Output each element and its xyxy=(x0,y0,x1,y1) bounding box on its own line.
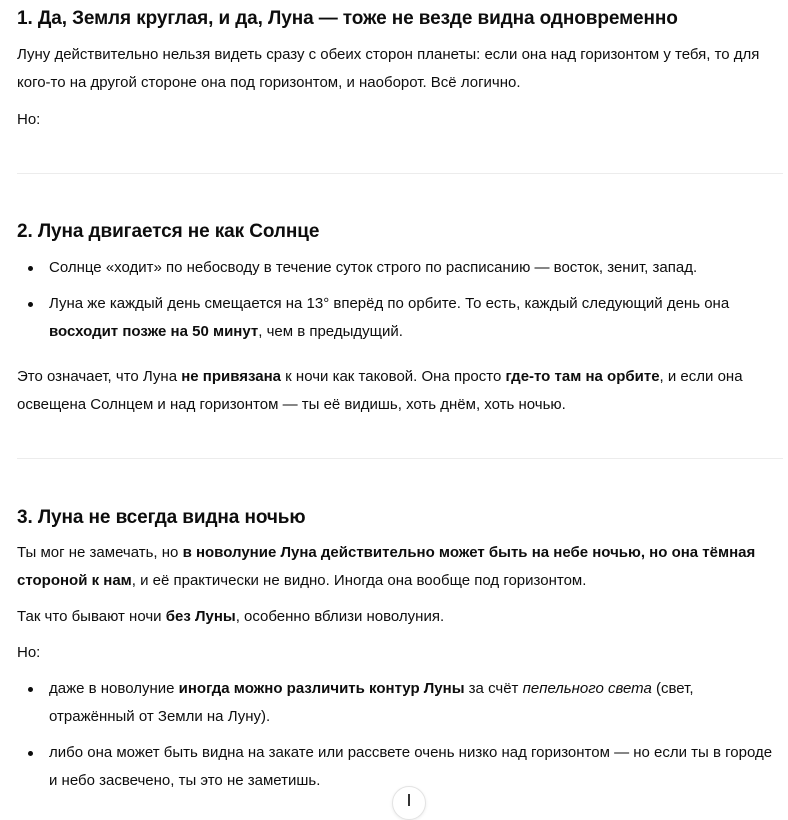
section-3-paragraph-2: Так что бывают ночи без Луны, особенно вблизи новолуния. xyxy=(17,608,445,625)
section-1-paragraph: Луну действительно нельзя видеть сразу с обеих сторон планеты: если она над горизонтом у тебя, то для кого-то на другой стороне она под горизонтом, и наоборот. Всё логично. xyxy=(17,46,760,91)
section-3-but: Но: xyxy=(17,644,41,661)
section-2-list xyxy=(17,254,783,354)
section-3-paragraph-1: Ты мог не замечать, но в новолуние Луна действительно может быть на небе ночью, но она тёмная стороной к нам, и её практически не видно. Иногда она вообще под горизонтом. xyxy=(17,544,756,589)
divider xyxy=(17,458,783,459)
section-1-heading: 1. Да, Земля круглая, и да, Луна — тоже не везде видна одновременно xyxy=(17,8,678,29)
scroll-to-bottom-button[interactable] xyxy=(392,786,426,820)
list-item: даже в новолуние иногда можно различить контур Луны за счёт пепельного света (свет, отражённый от Земли на Луну). xyxy=(17,675,783,731)
list-item: Солнце «ходит» по небосводу в течение суток строго по расписанию — восток, зенит, запад. xyxy=(17,254,783,282)
section-3-heading: 3. Луна не всегда видна ночью xyxy=(17,507,306,528)
section-1-but: Но: xyxy=(17,111,41,128)
section-2-heading: 2. Луна двигается не как Солнце xyxy=(17,221,320,242)
section-2-paragraph: Это означает, что Луна не привязана к ночи как таковой. Она просто где-то там на орбите, и если она освещена Солнцем и над горизонтом — ты её видишь, хоть днём, хоть ночью. xyxy=(17,368,743,413)
divider xyxy=(17,173,783,174)
arrow-down-icon xyxy=(408,794,410,806)
list-item: Луна же каждый день смещается на 13° вперёд по орбите. То есть, каждый следующий день она восходит позже на 50 минут, чем в предыдущий. xyxy=(17,290,783,346)
section-3-list xyxy=(17,675,783,803)
list-item: либо она может быть видна на закате или рассвете очень низко над горизонтом — но если ты в городе и небо засвечено, ты это не заметишь. xyxy=(17,739,783,795)
